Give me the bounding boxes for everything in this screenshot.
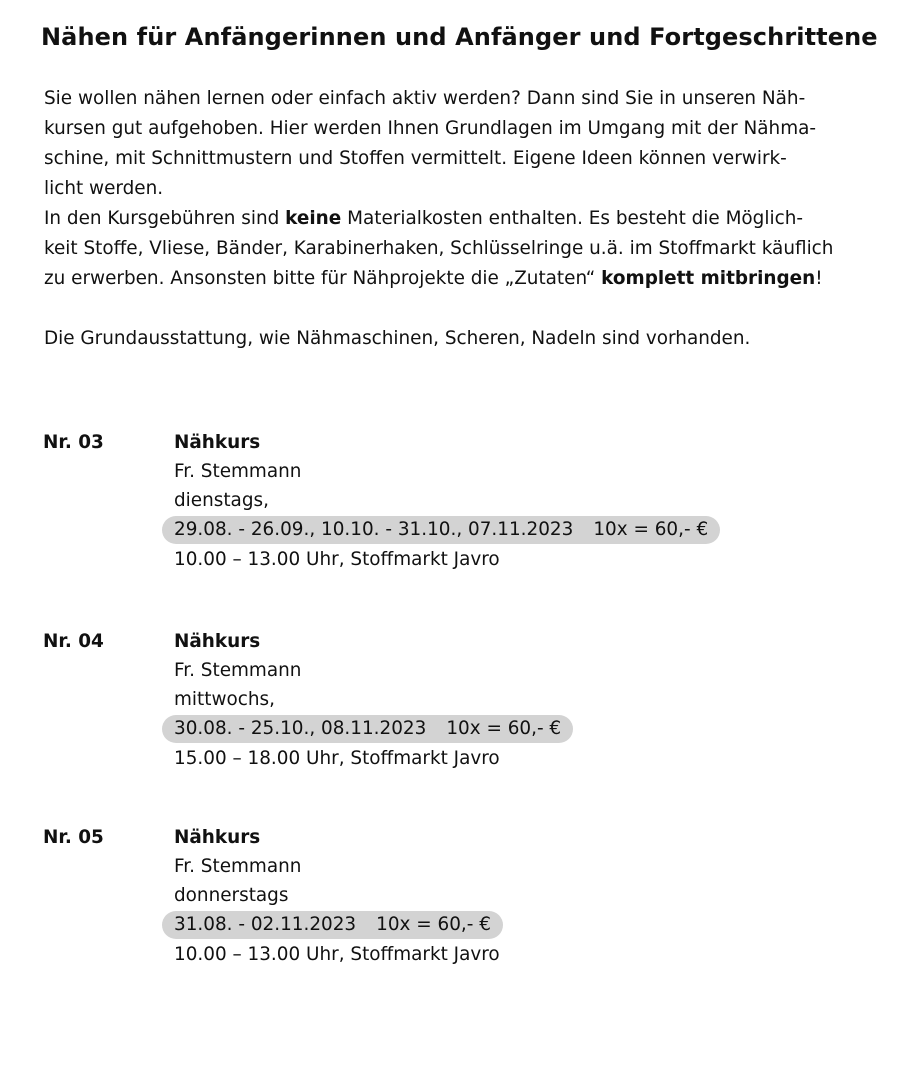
equipment-note: Die Grundausstattung, wie Nähmaschinen, Scheren, Nadeln sind vorhanden. (44, 328, 751, 349)
course-day: mittwochs, (174, 689, 275, 710)
course-price: 10x = 60,- € (446, 718, 562, 739)
intro-line: kursen gut aufgehoben. Hier werden Ihnen Grundlagen im Umgang mit der Nähma- (44, 118, 817, 139)
course-time-place: 10.00 – 13.00 Uhr, Stoffmarkt Javro (174, 944, 500, 965)
course-teacher: Fr. Stemmann (174, 660, 302, 681)
fees-text: In den Kursgebühren sind (44, 208, 286, 229)
course-number: Nr. 04 (43, 631, 104, 652)
course-dates: 30.08. - 25.10., 08.11.2023 (174, 718, 427, 739)
intro-line: schine, mit Schnittmustern und Stoffen vermittelt. Eigene Ideen können verwirk- (44, 148, 787, 169)
course-dates-row (174, 515, 720, 545)
course-teacher: Fr. Stemmann (174, 461, 302, 482)
course-details (174, 627, 573, 773)
course-details (174, 428, 720, 574)
course-time-place: 15.00 – 18.00 Uhr, Stoffmarkt Javro (174, 748, 500, 769)
course-price: 10x = 60,- € (593, 519, 709, 540)
course-dates: 31.08. - 02.11.2023 (174, 914, 357, 935)
course-dates-row (174, 714, 573, 744)
date-highlight (162, 715, 573, 743)
intro-line: licht werden. (44, 178, 164, 199)
course-day: dienstags, (174, 490, 269, 511)
course-details (174, 823, 503, 969)
course-number: Nr. 05 (43, 827, 104, 848)
date-highlight (162, 516, 720, 544)
course-price: 10x = 60,- € (376, 914, 491, 935)
course-name: Nähkurs (174, 631, 261, 652)
fees-text: Materialkosten enthalten. Es besteht die Möglich- (341, 208, 803, 229)
course-day: donnerstags (174, 885, 289, 906)
fees-line (44, 264, 884, 294)
course-dates-row (174, 910, 503, 940)
intro-text (44, 84, 884, 354)
page-title: Nähen für Anfängerinnen und Anfänger und Fortgeschrittene (41, 23, 878, 51)
course-name: Nähkurs (174, 827, 261, 848)
course-dates: 29.08. - 26.09., 10.10. - 31.10., 07.11.2023 (174, 519, 574, 540)
fees-text: ! (815, 268, 823, 289)
fees-emphasis: komplett mitbringen (601, 268, 816, 289)
course-name: Nähkurs (174, 432, 261, 453)
fees-line: keit Stoffe, Vliese, Bänder, Karabinerhaken, Schlüsselringe u.ä. im Stoffmarkt käuflich (44, 238, 834, 259)
date-highlight (162, 911, 503, 939)
course-number: Nr. 03 (43, 432, 104, 453)
course-teacher: Fr. Stemmann (174, 856, 302, 877)
intro-line: Sie wollen nähen lernen oder einfach aktiv werden? Dann sind Sie in unseren Näh- (44, 88, 806, 109)
fees-text: zu erwerben. Ansonsten bitte für Nähprojekte die „Zutaten“ (44, 268, 602, 289)
fees-line (44, 204, 884, 234)
paragraph-gap (44, 294, 884, 324)
course-time-place: 10.00 – 13.00 Uhr, Stoffmarkt Javro (174, 549, 500, 570)
fees-emphasis: keine (285, 208, 342, 229)
